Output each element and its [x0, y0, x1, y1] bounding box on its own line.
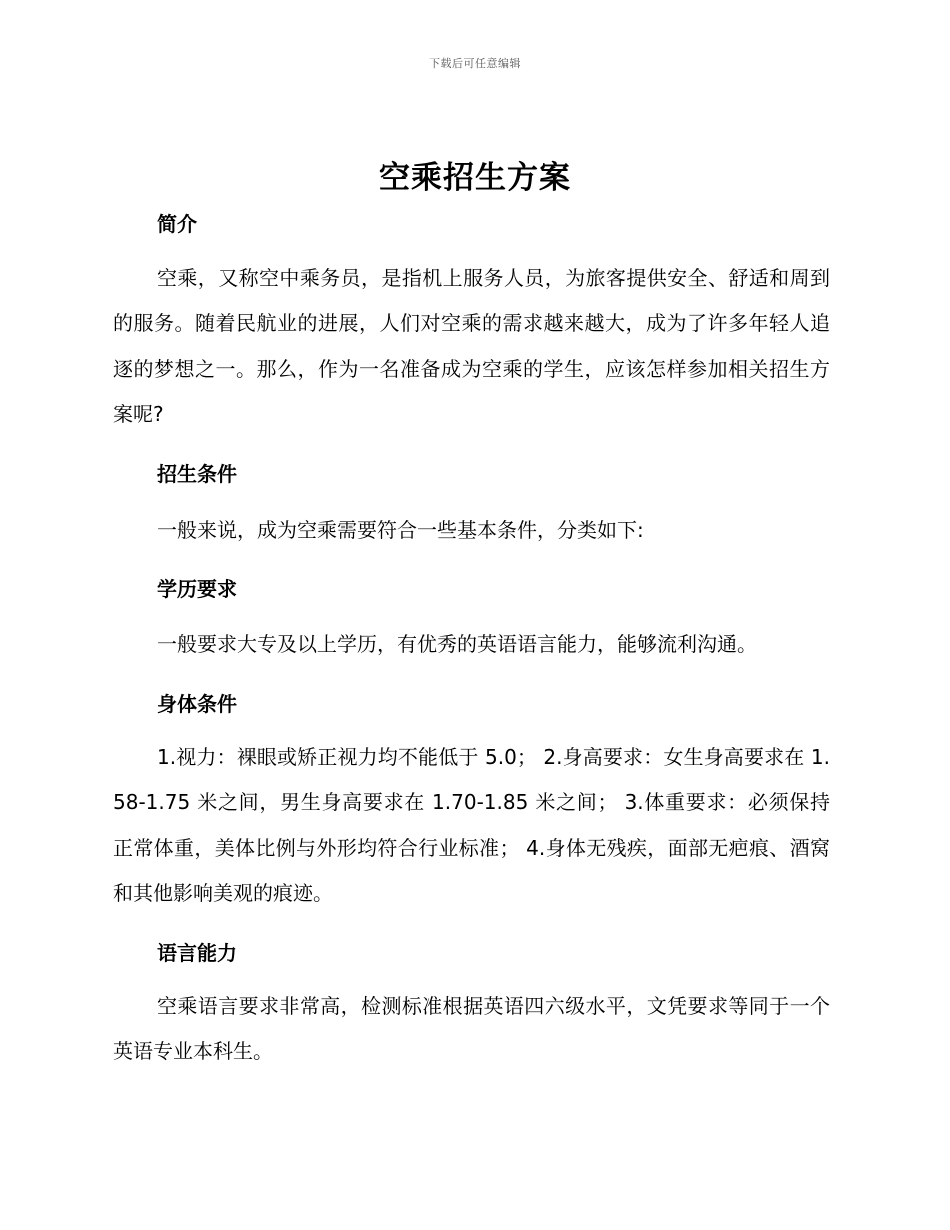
section-heading-physical: 身体条件: [157, 692, 237, 716]
section-body-language: 空乘语言要求非常高，检测标准根据英语四六级水平，文凭要求等同于一个英语专业本科生。: [113, 994, 830, 1064]
section-body-education: 一般要求大专及以上学历，有优秀的英语语言能力，能够流利沟通。: [157, 632, 757, 656]
document-title: 空乘招生方案: [379, 160, 571, 196]
header-note: 下载后可任意编辑: [429, 57, 521, 70]
section-body-conditions: 一般来说，成为空乘需要符合一些基本条件，分类如下:: [157, 518, 644, 542]
section-body-intro: 空乘，又称空中乘务员，是指机上服务人员，为旅客提供安全、舒适和周到的服务。随着民航业的进展，人们对空乘的需求越来越大，成为了许多年轻人追逐的梦想之一。那么，作为一名准备成为空乘的学生，应该怎样参加相关招生方案呢?: [113, 266, 830, 426]
section-heading-intro: 简介: [157, 212, 197, 236]
section-heading-education: 学历要求: [157, 577, 237, 601]
section-heading-conditions: 招生条件: [157, 462, 237, 486]
section-body-physical: 1.视力：裸眼或矫正视力均不能低于 5.0； 2.身高要求：女生身高要求在 1.58-1.75 米之间，男生身高要求在 1.70-1.85 米之间； 3.体重要求：必须保持正常体重，美体比例与外形均符合行业标准； 4.身体无残疾，面部无疤痕、酒窝和其他影响美观的痕迹。: [113, 745, 830, 905]
section-heading-language: 语言能力: [157, 941, 237, 965]
